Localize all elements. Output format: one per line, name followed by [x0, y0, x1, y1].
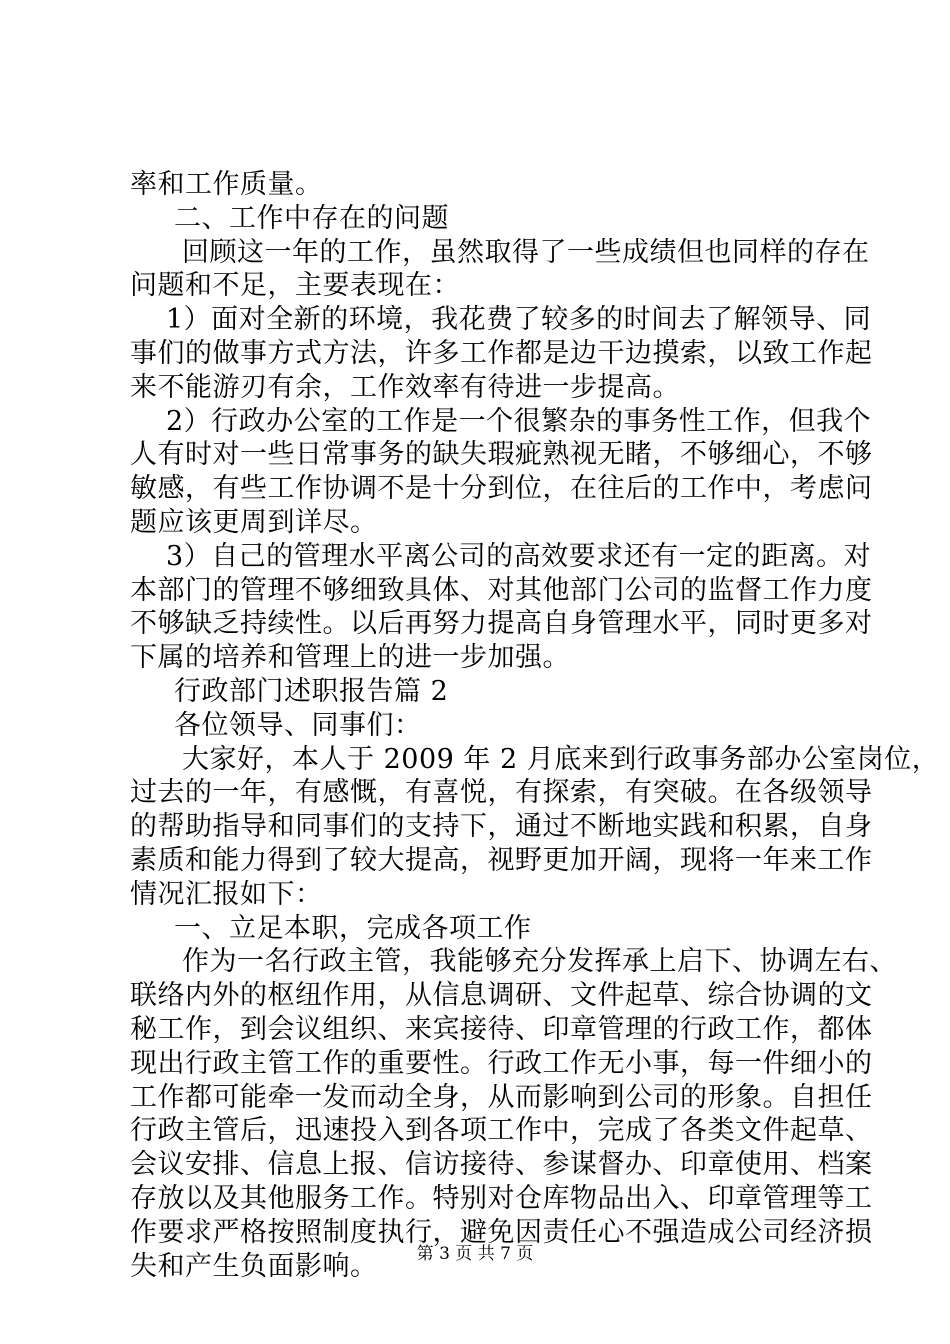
text-line: 过去的一年，有感慨，有喜悦，有探索，有突破。在各级领导 — [130, 777, 873, 809]
text-line: 失和产生负面影响。 — [130, 1250, 378, 1282]
text-line: 作要求严格按照制度执行，避免因责任心不强造成公司经济损 — [130, 1216, 873, 1248]
text-line: 会议安排、信息上报、信访接待、参谋督办、印章使用、档案 — [130, 1149, 873, 1181]
text-line: 存放以及其他服务工作。特别对仓库物品出入、印章管理等工 — [130, 1182, 873, 1214]
text-line: 联络内外的枢纽作用，从信息调研、文件起草、综合协调的文 — [130, 980, 873, 1012]
text-line: 敏感，有些工作协调不是十分到位，在往后的工作中，考虑问 — [130, 473, 873, 505]
text-line: 本部门的管理不够细致具体、对其他部门公司的监督工作力度 — [130, 574, 873, 606]
salutation: 各位领导、同事们： — [174, 709, 422, 741]
list-item-2: 2）行政办公室的工作是一个很繁杂的事务性工作，但我个 — [166, 405, 872, 437]
text-line: 题应该更周到详尽。 — [130, 506, 378, 538]
text-line: 的帮助指导和同事们的支持下，通过不断地实践和积累，自身 — [130, 811, 873, 843]
report-title: 行政部门述职报告篇 2 — [174, 675, 449, 707]
list-item-1: 1）面对全新的环境，我花费了较多的时间去了解领导、同 — [166, 304, 872, 336]
page-number-footer: 第 3 页 共 7 页 — [416, 1244, 534, 1264]
text-line: 回顾这一年的工作，虽然取得了一些成绩但也同样的存在 — [182, 236, 870, 268]
text-line: 事们的做事方式方法，许多工作都是边干边摸索，以致工作起 — [130, 337, 873, 369]
text-line: 不够缺乏持续性。以后再努力提高自身管理水平，同时更多对 — [130, 608, 873, 640]
section-heading: 一、立足本职，完成各项工作 — [174, 912, 532, 944]
text-line: 素质和能力得到了较大提高，视野更加开阔，现将一年来工作 — [130, 844, 873, 876]
text-line: 工作都可能牵一发而动全身，从而影响到公司的形象。自担任 — [130, 1081, 873, 1113]
section-heading: 二、工作中存在的问题 — [174, 202, 449, 234]
text-line: 人有时对一些日常事务的缺失瑕疵熟视无睹，不够细心，不够 — [130, 439, 873, 471]
text-line: 现出行政主管工作的重要性。行政工作无小事，每一件细小的 — [130, 1047, 873, 1079]
text-line: 问题和不足，主要表现在： — [130, 270, 460, 302]
text-line: 情况汇报如下： — [130, 878, 323, 910]
text-line: 秘工作，到会议组织、来宾接待、印章管理的行政工作，都体 — [130, 1013, 873, 1045]
document-body — [130, 168, 940, 1283]
text-line: 大家好，本人于 2009 年 2 月底来到行政事务部办公室岗位， — [182, 743, 940, 775]
text-line: 作为一名行政主管，我能够充分发挥承上启下、协调左右、 — [182, 946, 897, 978]
text-line: 行政主管后，迅速投入到各项工作中，完成了各类文件起草、 — [130, 1115, 873, 1147]
list-item-3: 3）自己的管理水平离公司的高效要求还有一定的距离。对 — [166, 540, 872, 572]
text-line: 率和工作质量。 — [130, 169, 323, 200]
text-line: 来不能游刃有余，工作效率有待进一步提高。 — [130, 371, 680, 403]
text-line: 下属的培养和管理上的进一步加强。 — [130, 642, 570, 674]
